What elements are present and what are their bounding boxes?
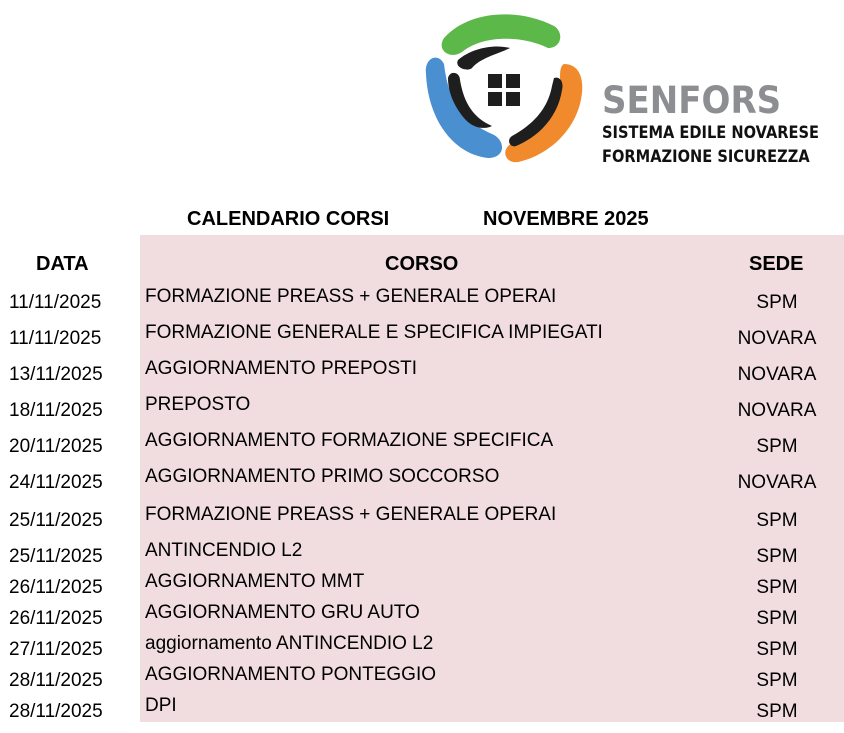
row-site: SPM xyxy=(756,577,798,598)
row-site: SPM xyxy=(756,701,798,722)
table-row xyxy=(0,505,844,535)
row-date: 11/11/2025 xyxy=(9,292,102,313)
row-date: 13/11/2025 xyxy=(9,364,103,385)
row-site: SPM xyxy=(756,292,798,313)
table-row xyxy=(0,467,844,497)
row-course: DPI xyxy=(145,695,177,716)
table-row xyxy=(0,287,844,317)
row-site: SPM xyxy=(756,510,798,531)
row-date: 25/11/2025 xyxy=(9,546,103,567)
row-site: SPM xyxy=(756,546,798,567)
row-site: NOVARA xyxy=(737,364,817,385)
table-row xyxy=(0,603,844,633)
row-course: AGGIORNAMENTO MMT xyxy=(145,571,365,592)
table-row xyxy=(0,541,844,571)
row-course: AGGIORNAMENTO PREPOSTI xyxy=(145,358,418,379)
table-row xyxy=(0,665,844,695)
row-site: SPM xyxy=(756,670,798,691)
row-course: ANTINCENDIO L2 xyxy=(145,540,303,561)
table-row xyxy=(0,395,844,425)
row-course: AGGIORNAMENTO PRIMO SOCCORSO xyxy=(145,466,500,487)
row-course: aggiornamento ANTINCENDIO L2 xyxy=(145,633,434,654)
table-row xyxy=(0,696,844,726)
row-course: AGGIORNAMENTO PONTEGGIO xyxy=(145,664,437,685)
table-row xyxy=(0,572,844,602)
table-row xyxy=(0,359,844,389)
row-site: NOVARA xyxy=(737,472,817,493)
row-course: AGGIORNAMENTO GRU AUTO xyxy=(145,602,420,623)
table-row xyxy=(0,634,844,664)
row-site: SPM xyxy=(756,436,798,457)
column-header-date: DATA xyxy=(36,253,89,275)
brand-tagline-2: FORMAZIONE SICUREZZA xyxy=(602,147,810,167)
calendar-title: CALENDARIO CORSI xyxy=(187,208,390,230)
row-site: NOVARA xyxy=(737,328,817,349)
row-course: FORMAZIONE GENERALE E SPECIFICA IMPIEGATI xyxy=(145,322,603,343)
row-date: 18/11/2025 xyxy=(9,400,103,421)
brand-name: SENFORS xyxy=(602,79,782,122)
column-header-site: SEDE xyxy=(749,253,804,275)
column-header-course: CORSO xyxy=(385,253,459,275)
row-date: 11/11/2025 xyxy=(9,328,102,349)
row-course: FORMAZIONE PREASS + GENERALE OPERAI xyxy=(145,504,557,525)
row-date: 20/11/2025 xyxy=(9,436,103,457)
calendar-month: NOVEMBRE 2025 xyxy=(483,208,649,230)
row-site: SPM xyxy=(756,608,798,629)
row-date: 28/11/2025 xyxy=(9,670,103,691)
row-course: FORMAZIONE PREASS + GENERALE OPERAI xyxy=(145,286,557,307)
row-date: 28/11/2025 xyxy=(9,701,103,722)
row-date: 24/11/2025 xyxy=(9,472,103,493)
table-row xyxy=(0,323,844,353)
row-site: SPM xyxy=(756,639,798,660)
row-date: 26/11/2025 xyxy=(9,577,103,598)
row-course: AGGIORNAMENTO FORMAZIONE SPECIFICA xyxy=(145,430,554,451)
row-site: NOVARA xyxy=(737,400,817,421)
row-date: 26/11/2025 xyxy=(9,608,103,629)
row-date: 25/11/2025 xyxy=(9,510,103,531)
row-date: 27/11/2025 xyxy=(9,639,103,660)
row-course: PREPOSTO xyxy=(145,394,251,415)
brand-tagline-1: SISTEMA EDILE NOVARESE xyxy=(602,123,820,143)
table-row xyxy=(0,431,844,461)
